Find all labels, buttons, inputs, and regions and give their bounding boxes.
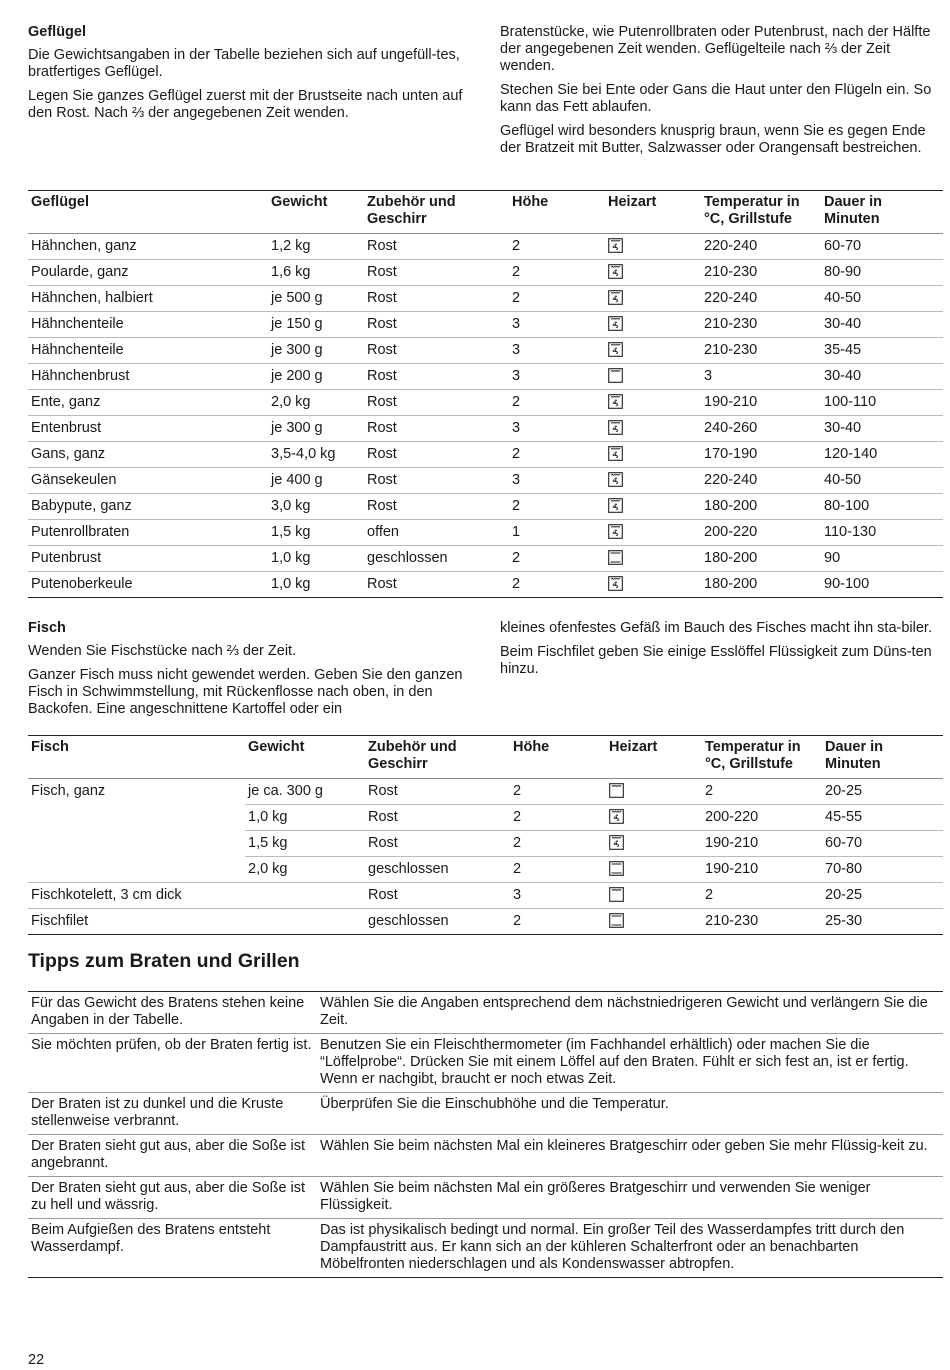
- poultry-cell: Hähnchenteile: [28, 338, 268, 364]
- tips-table: [28, 991, 943, 1278]
- fish-table: [28, 735, 943, 935]
- tip-solution: Wählen Sie beim nächsten Mal ein kleineres Bratgeschirr oder geben Sie mehr Flüssig-keit zu.: [317, 1135, 943, 1177]
- poultry-cell: je 150 g: [268, 312, 364, 338]
- fan-grill-icon: [608, 264, 623, 280]
- poultry-cell: je 300 g: [268, 338, 364, 364]
- fish-paragraph-1: Wenden Sie Fischstücke nach ⅔ der Zeit.: [28, 643, 297, 659]
- tip-problem: Für das Gewicht des Bratens stehen keine Angaben in der Tabelle.: [28, 992, 317, 1034]
- poultry-cell: 1,0 kg: [268, 572, 364, 598]
- poultry-cell: Babypute, ganz: [28, 494, 268, 520]
- fish-paragraph-4: Beim Fischfilet geben Sie einige Esslöffel Flüssigkeit zum Düns-ten hinzu.: [500, 644, 932, 677]
- poultry-cell: 180-200: [701, 572, 821, 598]
- poultry-cell: 3: [701, 364, 821, 390]
- poultry-cell: 190-210: [701, 390, 821, 416]
- poultry-header-cell: Geflügel: [28, 191, 268, 234]
- fish-cell: Fischkotelett, 3 cm dick: [28, 883, 245, 909]
- heating-mode-cell: [606, 857, 702, 883]
- fish-cell: Rost: [365, 779, 510, 805]
- poultry-intro-right: [500, 24, 945, 164]
- table-row: [28, 520, 943, 546]
- poultry-cell: 30-40: [821, 416, 943, 442]
- poultry-cell: Poularde, ganz: [28, 260, 268, 286]
- fish-cell: 70-80: [822, 857, 943, 883]
- heating-mode-cell: [605, 416, 701, 442]
- tip-solution: Wählen Sie die Angaben entsprechend dem nächstniedrigeren Gewicht und verlängern Sie die Zeit.: [317, 992, 943, 1034]
- poultry-cell: 3: [509, 312, 605, 338]
- tips-row: [28, 1219, 943, 1278]
- fish-cell: je ca. 300 g: [245, 779, 365, 805]
- fan-grill-icon: [608, 238, 623, 254]
- poultry-cell: 2: [509, 390, 605, 416]
- poultry-cell: 3: [509, 416, 605, 442]
- poultry-cell: Rost: [364, 494, 509, 520]
- fish-header-cell: Fisch: [28, 736, 245, 779]
- fish-cell: 2: [510, 805, 606, 831]
- poultry-intro-left: [28, 24, 473, 129]
- fish-cell: 1,0 kg: [245, 805, 365, 831]
- poultry-cell: 180-200: [701, 546, 821, 572]
- poultry-cell: 80-90: [821, 260, 943, 286]
- fish-cell: 2: [702, 779, 822, 805]
- fish-cell: 3: [510, 883, 606, 909]
- poultry-paragraph-1: Die Gewichtsangaben in der Tabelle beziehen sich auf ungefüll-tes, bratfertiges Geflügel.: [28, 47, 460, 80]
- table-row: [28, 857, 943, 883]
- poultry-cell: Entenbrust: [28, 416, 268, 442]
- fish-cell: [245, 909, 365, 935]
- fan-grill-icon: [608, 394, 623, 410]
- table-row: [28, 338, 943, 364]
- poultry-cell: Rost: [364, 364, 509, 390]
- table-row: [28, 260, 943, 286]
- poultry-cell: 220-240: [701, 468, 821, 494]
- poultry-cell: Rost: [364, 442, 509, 468]
- fan-grill-icon: [608, 446, 623, 462]
- top-bottom-heat-icon: [608, 550, 623, 566]
- heating-mode-cell: [605, 260, 701, 286]
- poultry-cell: 2: [509, 286, 605, 312]
- heating-mode-cell: [605, 572, 701, 598]
- table-row: [28, 494, 943, 520]
- poultry-cell: je 500 g: [268, 286, 364, 312]
- heating-mode-cell: [605, 234, 701, 260]
- table-row: [28, 442, 943, 468]
- poultry-cell: 220-240: [701, 286, 821, 312]
- heating-mode-cell: [605, 468, 701, 494]
- poultry-table: [28, 190, 943, 598]
- poultry-cell: geschlossen: [364, 546, 509, 572]
- fish-cell: [28, 857, 245, 883]
- fish-cell: 20-25: [822, 883, 943, 909]
- heating-mode-cell: [606, 831, 702, 857]
- tip-solution: Überprüfen Sie die Einschubhöhe und die Temperatur.: [317, 1093, 943, 1135]
- fan-grill-icon: [608, 524, 623, 540]
- poultry-cell: Rost: [364, 572, 509, 598]
- poultry-header-cell: Heizart: [605, 191, 701, 234]
- table-row: [28, 416, 943, 442]
- heating-mode-cell: [605, 364, 701, 390]
- poultry-header-cell: Temperatur in °C, Grillstufe: [701, 191, 821, 234]
- fish-cell: 200-220: [702, 805, 822, 831]
- poultry-header-cell: Zubehör und Geschirr: [364, 191, 509, 234]
- poultry-cell: 30-40: [821, 312, 943, 338]
- fish-cell: 2: [510, 857, 606, 883]
- poultry-heading: Geflügel: [28, 24, 87, 40]
- poultry-paragraph-5: Geflügel wird besonders knusprig braun, wenn Sie es gegen Ende der Bratzeit mit Butter, Salzwasser oder Orangensaft bestreichen.: [500, 123, 926, 156]
- tip-solution: Benutzen Sie ein Fleischthermometer (im Fachhandel erhältlich) oder machen Sie die “Löffelprobe“. Drücken Sie mit einem Löffel auf den Braten. Fühlt er sich fest an, ist er fertig. Wenn er nachgibt, braucht er noch etwas Zeit.: [317, 1034, 943, 1093]
- table-row: [28, 883, 943, 909]
- heating-mode-cell: [605, 390, 701, 416]
- tip-problem: Sie möchten prüfen, ob der Braten fertig ist.: [28, 1034, 317, 1093]
- fish-cell: 190-210: [702, 857, 822, 883]
- poultry-cell: je 300 g: [268, 416, 364, 442]
- fish-cell: [245, 883, 365, 909]
- poultry-cell: Gans, ganz: [28, 442, 268, 468]
- poultry-cell: 40-50: [821, 468, 943, 494]
- poultry-cell: 80-100: [821, 494, 943, 520]
- fish-cell: [28, 805, 245, 831]
- fish-intro-right: [500, 620, 945, 685]
- poultry-cell: Rost: [364, 260, 509, 286]
- poultry-cell: Gänsekeulen: [28, 468, 268, 494]
- poultry-cell: je 400 g: [268, 468, 364, 494]
- top-bottom-heat-icon: [609, 861, 624, 877]
- poultry-cell: 2: [509, 234, 605, 260]
- fish-cell: 2: [510, 909, 606, 935]
- tip-problem: Der Braten sieht gut aus, aber die Soße ist zu hell und wässrig.: [28, 1177, 317, 1219]
- fish-header-cell: Höhe: [510, 736, 606, 779]
- poultry-cell: je 200 g: [268, 364, 364, 390]
- fish-cell: 25-30: [822, 909, 943, 935]
- tip-solution: Wählen Sie beim nächsten Mal ein größeres Bratgeschirr und verwenden Sie weniger Flüssigkeit.: [317, 1177, 943, 1219]
- poultry-cell: 3,0 kg: [268, 494, 364, 520]
- poultry-cell: 2: [509, 546, 605, 572]
- poultry-cell: 1,0 kg: [268, 546, 364, 572]
- heating-mode-cell: [605, 442, 701, 468]
- poultry-table-header: [28, 191, 943, 234]
- table-row: [28, 312, 943, 338]
- poultry-cell: 2: [509, 572, 605, 598]
- fish-cell: 60-70: [822, 831, 943, 857]
- fish-cell: Rost: [365, 805, 510, 831]
- poultry-cell: 2: [509, 260, 605, 286]
- poultry-cell: 210-230: [701, 260, 821, 286]
- fish-header-cell: Zubehör und Geschirr: [365, 736, 510, 779]
- poultry-cell: 120-140: [821, 442, 943, 468]
- tips-row: [28, 1034, 943, 1093]
- fish-cell: 2: [510, 779, 606, 805]
- heating-mode-cell: [605, 312, 701, 338]
- fish-cell: 1,5 kg: [245, 831, 365, 857]
- heating-mode-cell: [605, 520, 701, 546]
- fish-cell: Fischfilet: [28, 909, 245, 935]
- poultry-cell: 2,0 kg: [268, 390, 364, 416]
- tips-row: [28, 992, 943, 1034]
- poultry-cell: 90: [821, 546, 943, 572]
- fish-header-cell: Heizart: [606, 736, 702, 779]
- poultry-paragraph-2: Legen Sie ganzes Geflügel zuerst mit der Brustseite nach unten auf den Rost. Nach ⅔ der angegebenen Zeit wenden.: [28, 88, 463, 121]
- fan-grill-icon: [608, 290, 623, 306]
- poultry-cell: Hähnchen, halbiert: [28, 286, 268, 312]
- poultry-cell: 3: [509, 468, 605, 494]
- poultry-cell: 2: [509, 494, 605, 520]
- poultry-cell: Rost: [364, 338, 509, 364]
- table-row: [28, 286, 943, 312]
- fan-grill-icon: [608, 472, 623, 488]
- fish-cell: 45-55: [822, 805, 943, 831]
- fish-cell: 2: [702, 883, 822, 909]
- heating-mode-cell: [605, 286, 701, 312]
- fan-grill-icon: [608, 576, 623, 592]
- table-row: [28, 364, 943, 390]
- table-row: [28, 390, 943, 416]
- tips-row: [28, 1135, 943, 1177]
- page-number: 22: [28, 1352, 45, 1368]
- table-row: [28, 779, 943, 805]
- poultry-cell: Putenrollbraten: [28, 520, 268, 546]
- heating-mode-cell: [606, 883, 702, 909]
- poultry-cell: 180-200: [701, 494, 821, 520]
- fish-header-cell: Temperatur in °C, Grillstufe: [702, 736, 822, 779]
- fish-cell: 2: [510, 831, 606, 857]
- poultry-cell: 1,2 kg: [268, 234, 364, 260]
- tips-heading: Tipps zum Braten und Grillen: [28, 950, 300, 972]
- poultry-cell: 210-230: [701, 338, 821, 364]
- poultry-cell: 2: [509, 442, 605, 468]
- poultry-cell: Hähnchenbrust: [28, 364, 268, 390]
- poultry-header-cell: Dauer in Minuten: [821, 191, 943, 234]
- fish-cell: geschlossen: [365, 909, 510, 935]
- tip-problem: Der Braten ist zu dunkel und die Kruste stellenweise verbrannt.: [28, 1093, 317, 1135]
- poultry-cell: 1,6 kg: [268, 260, 364, 286]
- table-row: [28, 468, 943, 494]
- poultry-cell: 40-50: [821, 286, 943, 312]
- fish-cell: Rost: [365, 883, 510, 909]
- poultry-paragraph-4: Stechen Sie bei Ente oder Gans die Haut unter den Flügeln ein. So kann das Fett ablaufen.: [500, 82, 932, 115]
- top-bottom-heat-icon: [609, 913, 624, 929]
- fish-paragraph-2: Ganzer Fisch muss nicht gewendet werden. Geben Sie den ganzen Fisch in Schwimmstellung, mit Rückenflosse nach oben, in den Backofen. Eine angeschnittene Kartoffel oder ein: [28, 667, 463, 717]
- fan-grill-icon: [608, 498, 623, 514]
- poultry-paragraph-3: Bratenstücke, wie Putenrollbraten oder Putenbrust, nach der Hälfte der angegebenen Zeit wenden. Geflügelteile nach ⅔ der Zeit wenden.: [500, 24, 931, 74]
- poultry-cell: 240-260: [701, 416, 821, 442]
- grill-icon: [609, 783, 624, 799]
- fish-heading: Fisch: [28, 620, 66, 636]
- fish-cell: [28, 831, 245, 857]
- table-row: [28, 831, 943, 857]
- fish-cell: 190-210: [702, 831, 822, 857]
- fish-paragraph-3: kleines ofenfestes Gefäß im Bauch des Fisches macht ihn sta-biler.: [500, 620, 932, 636]
- heating-mode-cell: [606, 779, 702, 805]
- poultry-cell: Putenbrust: [28, 546, 268, 572]
- tip-problem: Beim Aufgießen des Bratens entsteht Wasserdampf.: [28, 1219, 317, 1278]
- fish-cell: 2,0 kg: [245, 857, 365, 883]
- poultry-cell: Rost: [364, 312, 509, 338]
- heating-mode-cell: [606, 805, 702, 831]
- poultry-cell: Rost: [364, 468, 509, 494]
- fish-cell: Fisch, ganz: [31, 783, 106, 799]
- heating-mode-cell: [605, 546, 701, 572]
- fish-intro-left: [28, 620, 473, 725]
- fan-grill-icon: [609, 809, 624, 825]
- poultry-cell: Hähnchen, ganz: [28, 234, 268, 260]
- table-row: [28, 234, 943, 260]
- poultry-cell: 210-230: [701, 312, 821, 338]
- poultry-cell: offen: [364, 520, 509, 546]
- poultry-cell: 3: [509, 364, 605, 390]
- fish-header-cell: Dauer in Minuten: [822, 736, 943, 779]
- poultry-cell: 90-100: [821, 572, 943, 598]
- fan-grill-icon: [609, 835, 624, 851]
- poultry-cell: 170-190: [701, 442, 821, 468]
- poultry-cell: 35-45: [821, 338, 943, 364]
- fish-cell: 210-230: [702, 909, 822, 935]
- poultry-cell: Rost: [364, 286, 509, 312]
- poultry-cell: Hähnchenteile: [28, 312, 268, 338]
- tips-row: [28, 1093, 943, 1135]
- poultry-cell: 3,5-4,0 kg: [268, 442, 364, 468]
- fan-grill-icon: [608, 420, 623, 436]
- poultry-cell: 30-40: [821, 364, 943, 390]
- poultry-cell: 1,5 kg: [268, 520, 364, 546]
- poultry-header-cell: Gewicht: [268, 191, 364, 234]
- table-row: [28, 909, 943, 935]
- fish-table-header: [28, 736, 943, 779]
- grill-icon: [608, 368, 623, 384]
- fish-header-cell: Gewicht: [245, 736, 365, 779]
- poultry-cell: Rost: [364, 234, 509, 260]
- heating-mode-cell: [605, 338, 701, 364]
- poultry-header-cell: Höhe: [509, 191, 605, 234]
- poultry-cell: 200-220: [701, 520, 821, 546]
- tip-solution: Das ist physikalisch bedingt und normal. Ein großer Teil des Wasserdampfes tritt durch den Dampfaustritt aus. Er kann sich an der kühleren Schalterfront oder an benachbarten Möbelfronten niederschlagen und als Kondenswasser abtropfen.: [317, 1219, 943, 1278]
- poultry-cell: 110-130: [821, 520, 943, 546]
- poultry-cell: 220-240: [701, 234, 821, 260]
- fish-cell: 20-25: [822, 779, 943, 805]
- fish-cell: Rost: [365, 831, 510, 857]
- grill-icon: [609, 887, 624, 903]
- tip-problem: Der Braten sieht gut aus, aber die Soße ist angebrannt.: [28, 1135, 317, 1177]
- tips-row: [28, 1177, 943, 1219]
- poultry-cell: Ente, ganz: [28, 390, 268, 416]
- poultry-cell: 100-110: [821, 390, 943, 416]
- poultry-cell: 3: [509, 338, 605, 364]
- poultry-cell: Rost: [364, 416, 509, 442]
- table-row: [28, 546, 943, 572]
- fan-grill-icon: [608, 316, 623, 332]
- poultry-cell: Rost: [364, 390, 509, 416]
- table-row: [28, 805, 943, 831]
- poultry-cell: Putenoberkeule: [28, 572, 268, 598]
- fan-grill-icon: [608, 342, 623, 358]
- poultry-cell: 60-70: [821, 234, 943, 260]
- table-row: [28, 572, 943, 598]
- poultry-cell: 1: [509, 520, 605, 546]
- fish-cell: geschlossen: [365, 857, 510, 883]
- heating-mode-cell: [605, 494, 701, 520]
- heating-mode-cell: [606, 909, 702, 935]
